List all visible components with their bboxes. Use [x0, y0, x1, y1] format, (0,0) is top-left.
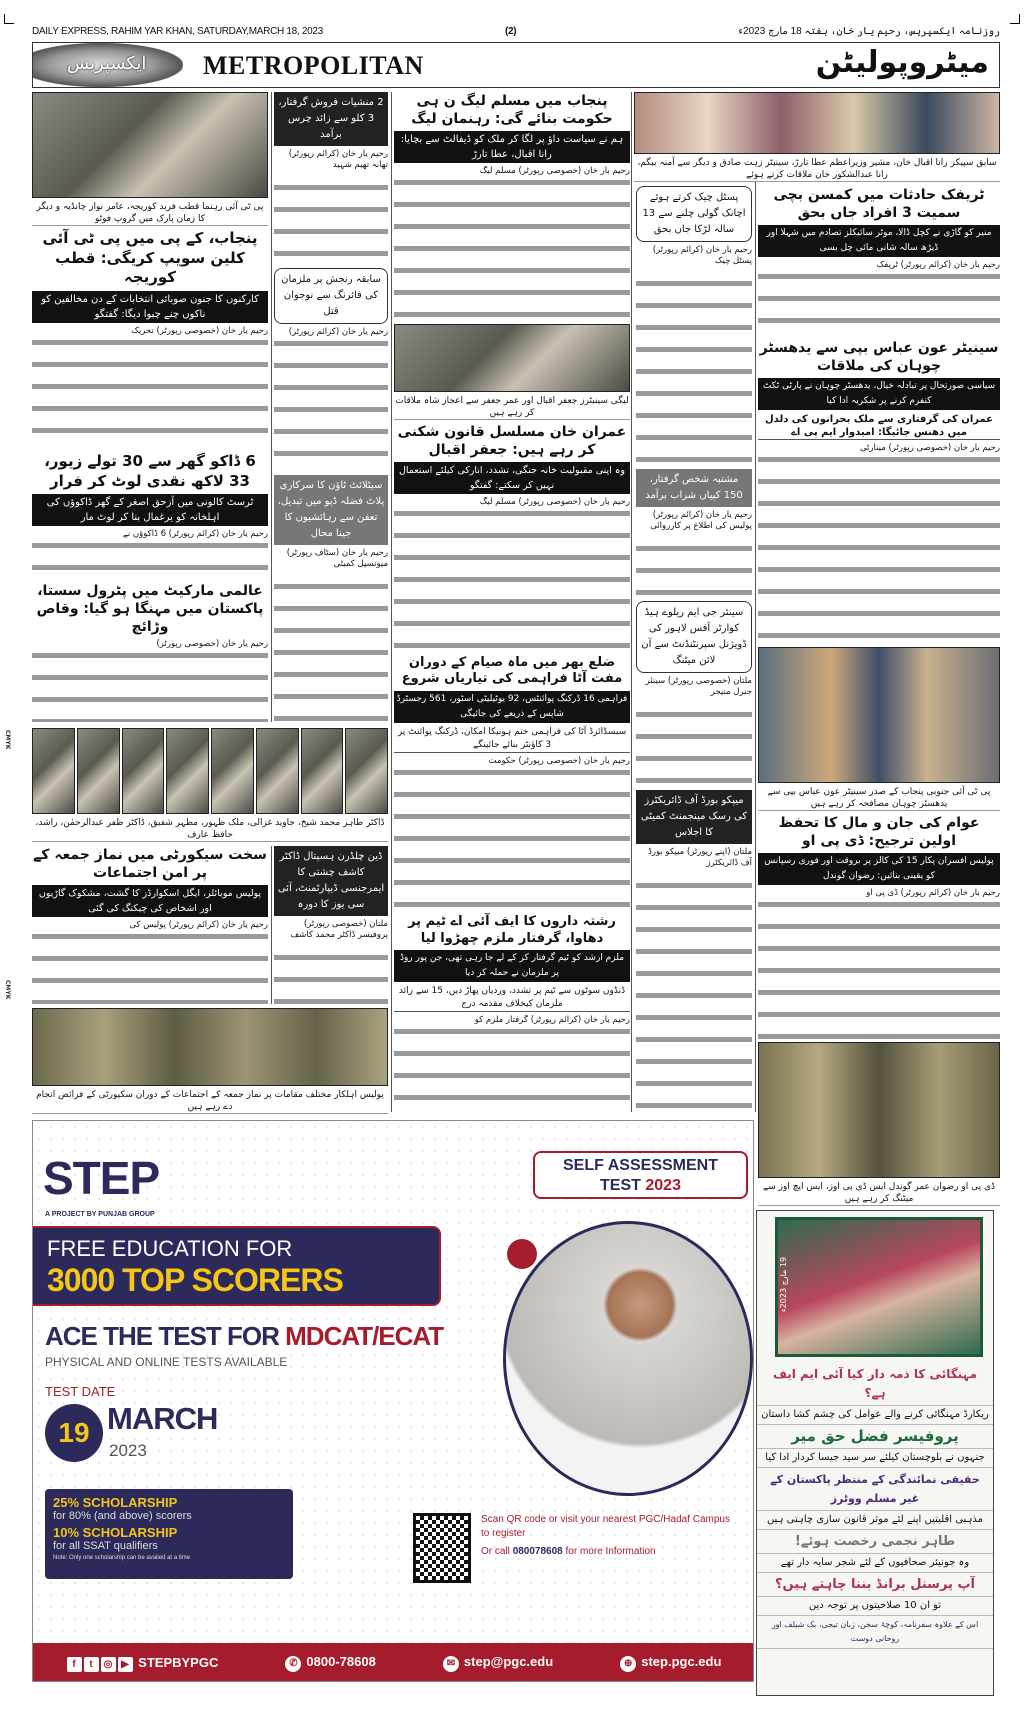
instagram-icon[interactable]: ◎	[101, 1657, 116, 1672]
article-body: رحیم یار خان (کرائم رپورٹر) گرفتار ملزم کو	[394, 1015, 630, 1112]
headline: پنجاب میں مسلم لیگ ن ہی حکومت بنائے گی: رہنمان لیگ	[411, 93, 613, 128]
column-rule	[271, 92, 272, 722]
photo-caption: ڈاکٹر طاہر محمد شیخ، جاوید غزالی، ملک ظہور، مظہر شفیق، ڈاکٹر ظفر عبدالرحمٰن، راشد، حافظ عارف	[32, 817, 388, 842]
police-photo-section	[32, 1008, 388, 1114]
ad-line: پروفیسر فضل حق میر	[757, 1425, 993, 1449]
article-body: رحیم یار خان (خصوصی رپورٹر) مسلم لیگ	[394, 166, 630, 320]
cmyk-mark: CMYK	[4, 730, 11, 750]
magazine-cover: 19 مارچ 2023ء	[775, 1217, 983, 1357]
article-body: رحیم یار خان (کرائم رپورٹر) ڈی پی او	[758, 888, 1000, 1039]
ad-line: اس کے علاوہ سفرنامہ، کوچۂ سخن، زبان تیجی، بک شیلف اور روحانی دوست	[757, 1616, 993, 1649]
subheadline: وہ اپنی مقبولیت خانہ جنگی، تشدد، انارکی کیلئے استعمال نہیں کر سکتے: گفتگو	[394, 462, 630, 494]
meeting-photo	[634, 92, 1000, 154]
right-column	[758, 186, 1000, 1206]
police-meeting-photo	[758, 1042, 1000, 1178]
running-header-right: روزنامہ ایکسپریس، رحیم یار خان، ہفتہ 18 مارچ 2023ء	[738, 26, 1000, 37]
step-advertisement	[32, 1120, 754, 1682]
social-links[interactable]: f t ◎ ▶ STEPBYPGC	[67, 1655, 219, 1672]
crop-mark	[4, 14, 14, 24]
running-header-left: DAILY EXPRESS, RAHIM YAR KHAN, SATURDAY,MARCH 18, 2023	[32, 26, 323, 37]
headline: عالمی مارکیٹ میں پٹرول سستا، پاکستان میں مہنگا ہو گیا: وقاص وڑائچ	[36, 582, 264, 636]
article-body: رحیم یار خان (سٹاف رپورٹر) میونسپل کمیٹی	[274, 548, 388, 722]
subheadline: ملزم ارشد کو ٹیم گرفتار کر کے لے جا رہی تھی، جن پور روڈ پر ملزمان نے حملہ کر دیا	[394, 950, 630, 982]
crop-mark	[1010, 14, 1020, 24]
photo-caption: سابق سپیکر رانا اقبال خان، مشیر وزیراعظم عطا تارڑ، سینیٹر زہت صادق و دیگر سے آمنہ بیگم، رانا عبدالشکور خان ملاقات کرتے ہوئے	[634, 157, 1000, 182]
subheadline: منیر کو گاڑی نے کچل ڈالا، موٹر سائیکلز تصادم میں شہلا اور ڈیڑھ سالہ شانی مائی چل بسی	[758, 225, 1000, 257]
portrait-photo	[122, 728, 165, 814]
right-top-photo-section	[634, 92, 1000, 182]
meeting-photo	[394, 324, 630, 392]
headline: ضلع بھر میں ماہ صیام کے دوران مفت آٹا فراہمی کی تیاریاں شروع	[401, 654, 623, 687]
article-body: رحیم یار خان (خصوصی رپورٹر) مسلم لیگ	[394, 497, 630, 651]
test-month: MARCH	[107, 1401, 218, 1436]
article-body: رحیم یار خان (کرائم رپورٹر) پسٹل چیک	[636, 245, 752, 466]
handshake-photo	[758, 647, 1000, 783]
article-body: رحیم یار خان (کرائم رپورٹر) پولیس کی	[32, 920, 268, 1004]
step-logo: STEP	[43, 1152, 160, 1204]
article-body: ملتان (اپنے رپورٹر) میپکو بورڈ آف ڈائریکٹرز	[636, 847, 752, 1112]
section-title-english: METROPOLITAN	[203, 51, 424, 80]
portrait-photo	[256, 728, 299, 814]
column-rule	[391, 92, 392, 1112]
photo-caption: پی ٹی آئی جنوبی پنجاب کے صدر سینیٹر عون عباس بپی سے یدھسٹر چوہان مصافحہ کر رہے ہیں	[758, 786, 1000, 811]
subheadline: کارکنوں کا جنون صوبائی انتخابات کے دن مخالفین کو ناکوں چنے چبوا دیگا: گفتگو	[32, 291, 268, 323]
headline: عوام کی جان و مال کا تحفظ اولین ترجیح: ڈی پی او	[778, 814, 980, 850]
police-photo	[32, 1008, 388, 1086]
portrait-photo	[166, 728, 209, 814]
magazine-advertisement	[756, 1210, 994, 1696]
subheadline: ٹرسٹ کالونی میں آزحق اصغر کے گھر ڈاکوؤں کی اہلخانہ کو یرغمال بنا کر لوٹ مار	[32, 494, 268, 526]
contact-footer	[33, 1643, 754, 1682]
left-lower-narrow-column	[274, 846, 388, 1004]
section-title-urdu: میٹروپولیٹن	[815, 45, 989, 80]
youtube-icon[interactable]: ▶	[118, 1657, 133, 1672]
ad-line: طاہر نجمی رخصت ہوئے!	[757, 1530, 993, 1554]
phone-icon: ✆	[285, 1656, 301, 1672]
boxed-headline: مشتبہ شخص گرفتار، 150 کپیاں شراب برآمد	[636, 469, 752, 507]
boxed-headline: سابقہ رنجش پر ملزمان کی فائرنگ سے نوجوان قتل	[274, 268, 388, 324]
cmyk-mark: CMYK	[4, 980, 11, 1000]
test-year: 2023	[109, 1441, 147, 1460]
subheadline: سیاسی صورتحال پر تبادلہ خیال، یدھسٹر چوہان نے پارٹی ٹکٹ کنفرم کرنے پر شکریہ ادا کیا	[758, 378, 1000, 410]
subheadline-secondary: سبسڈائزڈ آٹا کی فراہمی ختم ہونیکا امکان، ڈرکنگ پوائنٹ پر 3 کاؤنٹر بنائے جائینگے	[394, 726, 630, 753]
ad-line: آپ پرسنل برانڈ بننا چاہتے ہیں؟	[757, 1573, 993, 1597]
article-body: رحیم یار خان (خصوصی رپورٹر) تحریک	[32, 326, 268, 450]
decorative-dot	[507, 1239, 537, 1269]
column-rule	[271, 846, 272, 1004]
ad-line: ریکارڈ مہنگائی کرنے والے عوامل کی چشم کشا داستان	[757, 1406, 993, 1425]
ad-line: حقیقی نمائندگی کے منتظر پاکستان کے غیر مسلم ووٹرز	[757, 1468, 993, 1511]
article-body: رحیم یار خان (کرائم رپورٹر) ٹریفک	[758, 260, 1000, 335]
headline: عمران خان مسلسل قانون شکنی کر رہے ہیں: جعفر اقبال	[397, 423, 627, 458]
portrait-strip	[32, 728, 388, 814]
tests-available: PHYSICAL AND ONLINE TESTS AVAILABLE	[45, 1355, 288, 1369]
ad-line: وہ جونیئر صحافیوں کے لئے شجر سایہ دار تھے	[757, 1554, 993, 1573]
headline: رشتہ داروں کا ایف آئی اے ٹیم پر دھاوا، گرفتار ملزم چھڑوا لیا	[408, 913, 616, 946]
twitter-icon[interactable]: t	[84, 1657, 99, 1672]
subheadline: ہم نے سیاست داؤ پر لگا کر ملک کو ڈیفالٹ سے بچایا: رانا اقبال، عطا تارڑ	[394, 131, 630, 163]
boxed-headline: میپکو بورڈ آف ڈائریکٹرز کی رسک مینجمنٹ کمیٹی کا اجلاس	[636, 790, 752, 844]
test-day: 19	[45, 1404, 103, 1462]
left-narrow-column	[274, 92, 388, 722]
test-date-label: TEST DATE	[45, 1384, 116, 1399]
section-masthead	[32, 42, 1000, 88]
express-logo: ایکسپریس	[33, 43, 183, 87]
subheadline-secondary: ڈنڈوں سوٹوں سے ٹیم پر تشدد، وردیاں پھاڑ دیں، 15 سے زائد ملزمان کیخلاف مقدمہ درج	[394, 985, 630, 1012]
photo-caption: لیگی سینیٹرز جعفر اقبال اور عمر جعفر سے اعجاز شاہ ملاقات کر رہے ہیں	[395, 395, 629, 418]
article-body: رحیم یار خان (کرائم رپورٹر) پولیس کی اطلاع پر کارروائی	[636, 510, 752, 598]
article-body: ملتان (خصوصی رپورٹر) پروفیسر ڈاکٹر محمد کاشف	[274, 919, 388, 1004]
boxed-headline: سینئر جی ایم ریلوے ہیڈ کوارٹر آفس لاہور کی ڈویژنل سپرنٹنڈنٹ سے آن لائن میٹنگ	[636, 601, 752, 673]
headline: سینیٹر عون عباس بپی سے یدھسٹر چوہان کی ملاقات	[759, 339, 999, 374]
register-info: Scan QR code or visit your nearest PGC/Hadaf Campus to register Or call 080078608 for more Information	[481, 1514, 730, 1557]
email-contact[interactable]: ✉ step@pgc.edu	[443, 1654, 553, 1672]
headline: 6 ڈاکو گھر سے 30 تولے زیور، 33 لاکھ نقدی لوٹ کر فرار	[44, 452, 256, 490]
boxed-headline: 2 منشیات فروش گرفتار، 3 کلو سے زائد چرس برآمد	[274, 92, 388, 146]
left-lower-column	[32, 846, 268, 1004]
subheadline-secondary: عمران کی گرفتاری سے ملک بحرانوں کی دلدل میں دھنس جائیگا: امیدوار ایم پی اے	[758, 413, 1000, 440]
column-rule	[755, 182, 756, 1112]
page-number: (2)	[505, 26, 517, 37]
headline: سخت سیکورٹی میں نماز جمعہ کے پر امن اجتماعات	[33, 847, 267, 882]
article-body: رحیم یار خان (خصوصی رپورٹر)	[32, 639, 268, 722]
website-link[interactable]: ⊕ step.pgc.edu	[620, 1654, 721, 1672]
right-narrow-column	[636, 186, 752, 1112]
group-photo	[32, 92, 268, 198]
photo-caption: ڈی پی او رضوان عمر گوندل ایس ڈی پی اوز، ایس ایچ اوز سے میٹنگ کر رہے ہیں	[758, 1181, 1000, 1206]
subheadline: فراہمی 16 ڈرکنگ پوائنٹس، 92 یوٹیلیٹی اسٹور، 561 رجسٹرڈ شاپس کے ذریعے کی جائیگی	[394, 691, 630, 723]
ad-line: مہنگائی کا ذمہ دار کیا آئی ایم ایف ہے؟	[757, 1363, 993, 1406]
photo-caption: پولیس اہلکار مختلف مقامات پر نماز جمعہ کے اجتماعات کے دوران سکیورٹی کے فرائض انجام دے رہے ہیں	[32, 1089, 388, 1114]
article-body: ملتان (خصوصی رپورٹر) سینئر جنرل منیجر	[636, 676, 752, 786]
facebook-icon[interactable]: f	[67, 1657, 82, 1672]
article-body: رحیم یار خان (کرائم رپورٹر)	[274, 327, 388, 472]
portrait-photo	[211, 728, 254, 814]
project-tagline: A PROJECT BY PUNJAB GROUP	[45, 1211, 155, 1218]
article-body: رحیم یار خان (خصوصی رپورٹر) حکومت	[394, 756, 630, 910]
article-body: رحیم یار خان (خصوصی رپورٹر) مینارٹی	[758, 443, 1000, 644]
student-photo	[503, 1221, 753, 1496]
phone-contact[interactable]: ✆ 0800-78608	[285, 1654, 375, 1672]
boxed-headline: سیٹلائٹ ٹاؤن کا سرکاری پلاٹ فضلہ ڈپو میں تبدیل، تعفن سے رہائشیوں کا جینا محال	[274, 475, 388, 545]
qr-code[interactable]	[413, 1513, 471, 1583]
portrait-photo	[345, 728, 388, 814]
scholarship-box: 25% SCHOLARSHIP for 80% (and above) scorers 10% SCHOLARSHIP for all SSAT qualifiers Note: Only one scholarship can be availed at a time	[45, 1489, 293, 1579]
mail-icon: ✉	[443, 1656, 459, 1672]
ace-test-heading: ACE THE TEST FOR MDCAT/ECAT	[45, 1321, 444, 1351]
ad-line: تو ان 10 صلاحیتوں پر توجہ دیں	[757, 1597, 993, 1616]
portrait-section	[32, 728, 388, 842]
free-education-banner: FREE EDUCATION FOR 3000 TOP SCORERS	[33, 1226, 441, 1306]
article-body: رحیم یار خان (کرائم رپورٹر) تھانہ تھیم شہید	[274, 149, 388, 265]
self-assessment-badge: SELF ASSESSMENT TEST 2023	[533, 1151, 748, 1199]
portrait-photo	[32, 728, 75, 814]
portrait-photo	[301, 728, 344, 814]
subheadline: پولیس افسران پکار 15 کی کالز پر بروقت اور فوری رسپانس کو یقینی بنائیں: رضوان گوندل	[758, 853, 1000, 885]
boxed-headline: ڈین چلڈرن ہسپتال ڈاکٹر کاشف چشتی کا ایمرجنسی ڈیپارٹمنٹ، آئی سی یوز کا دورہ	[274, 846, 388, 916]
boxed-headline: پسٹل چیک کرتے ہوئے اچانک گولی چلنے سے 13 سالہ لڑکا جاں بحق	[636, 186, 752, 242]
photo-caption: پی ٹی آئی رہنما قطب فرید کوریجہ، عامر نواز چانڈیہ و دیگر کا زمان پارک میں گروپ فوٹو	[32, 201, 268, 226]
middle-column	[394, 92, 630, 1112]
globe-icon: ⊕	[620, 1656, 636, 1672]
ad-line: مذہبی اقلیتیں اپنے لئے موثر قانون سازی چاہتی ہیں	[757, 1511, 993, 1530]
subheadline: پولیس موبائلز، ایگل اسکوارڈز کا گشت، مشکوک گاڑیوں اور اشخاص کی چیکنگ کی گئی	[32, 885, 268, 917]
portrait-photo	[77, 728, 120, 814]
headline: ٹریفک حادثات میں کمسن بچی سمیت 3 افراد جاں بحق	[773, 187, 985, 222]
left-column	[32, 92, 268, 722]
article-body: رحیم یار خان (کرائم رپورٹر) 6 ڈاکوؤں نے	[32, 529, 268, 579]
ad-line: جنہوں نے بلوچستان کیلئے سر سید جیسا کردار ادا کیا	[757, 1449, 993, 1468]
headline: پنجاب، کے پی میں پی ٹی آئی کلین سویپ کریگی: قطب کوریجہ	[42, 229, 258, 286]
column-rule	[631, 92, 632, 1112]
